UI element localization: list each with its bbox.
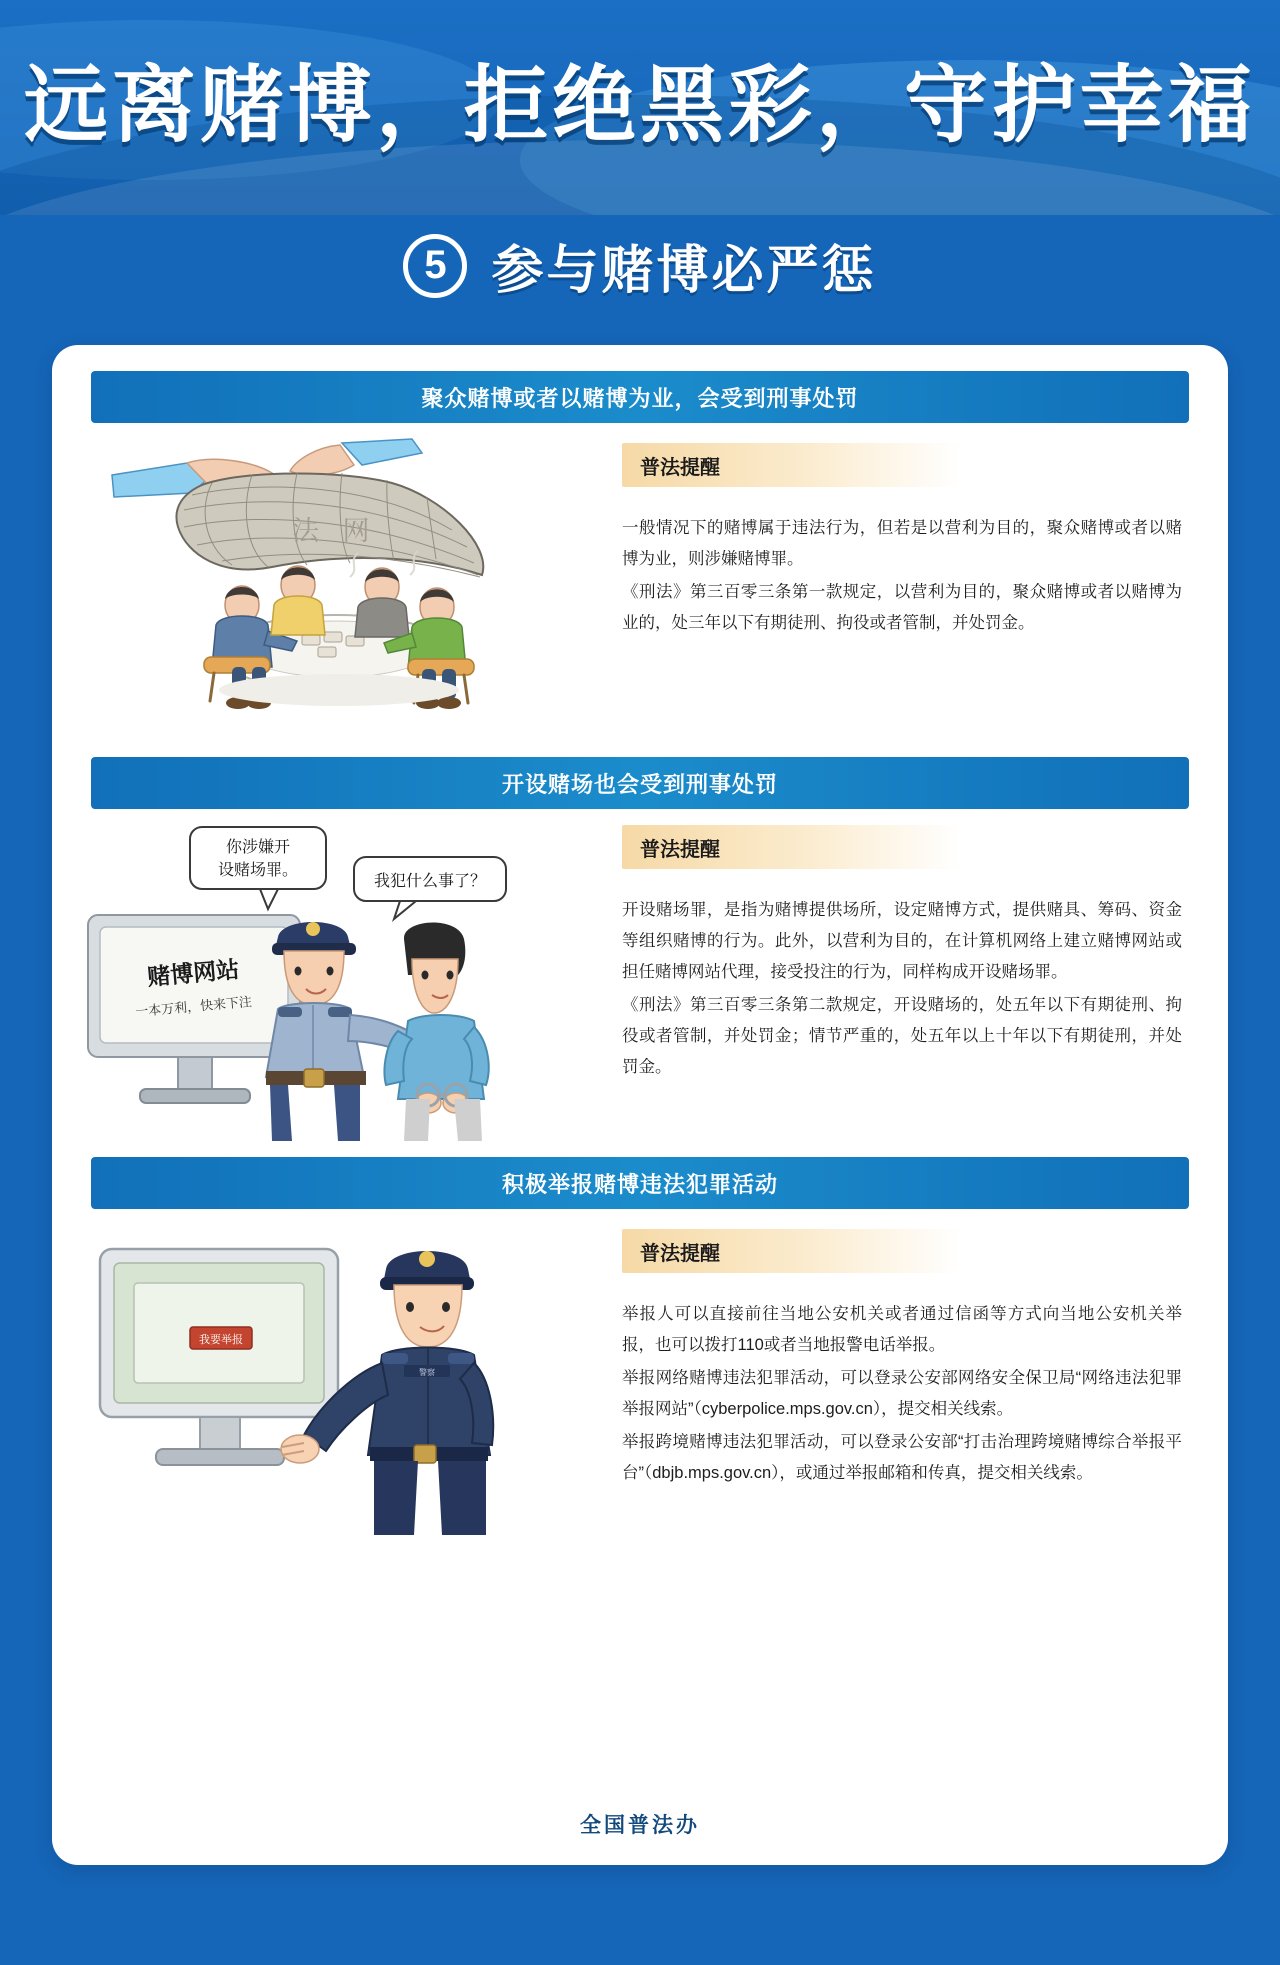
block-1-tip-label: 普法提醒: [640, 456, 720, 479]
section-heading: [0, 228, 1280, 303]
svg-text:赌博网站: 赌博网站: [146, 956, 241, 990]
block-2: [52, 757, 1228, 1076]
speech-bubble-police: [190, 827, 326, 909]
speech-bubble-suspect: [354, 857, 506, 919]
suspect-figure: [385, 922, 489, 1141]
police-arrest-illustration: [82, 819, 602, 1149]
block-1-text-column: [622, 443, 1182, 639]
svg-text:警察: 警察: [419, 1368, 435, 1377]
block-3-tip-header: [622, 1229, 962, 1273]
card-footer-text: 全国普法办: [580, 1814, 700, 1837]
block-1: [52, 371, 1228, 632]
block-3-bar-title: 积极举报赌博违法犯罪活动: [91, 1157, 1189, 1209]
police-arrest-svg: [82, 819, 602, 1149]
svg-text:我犯什么事了？: 我犯什么事了？: [373, 873, 487, 890]
net-over-gamblers-svg: [92, 435, 592, 735]
block-3-body: [622, 1299, 1182, 1489]
net-over-gamblers-illustration: [92, 435, 592, 735]
report-button-label: 我要举报: [199, 1334, 243, 1346]
report-website-monitor: [100, 1249, 338, 1465]
block-3-text-column: [622, 1229, 1182, 1489]
block-2-tip-header: [622, 825, 962, 869]
report-police-illustration: [82, 1223, 602, 1543]
block-2-paragraph-1: 开设赌场罪，是指为赌博提供场所，设定赌博方式，提供赌具、筹码、资金等组织赌博的行为。此外，以营利为目的，在计算机网络上建立赌博网站或担任赌博网站代理，接受投注的行为，同样构成开设赌场罪。: [622, 901, 1182, 981]
svg-text:你涉嫌开: 你涉嫌开: [225, 839, 291, 856]
block-2-body: [622, 895, 1182, 1083]
block-2-bar-title: 开设赌场也会受到刑事处罚: [91, 757, 1189, 809]
block-2-tip-label: 普法提醒: [640, 838, 720, 861]
block-2-paragraph-2: 《刑法》第三百零三条第二款规定，开设赌场的，处五年以下有期徒刑、拘役或者管制，并处罚金；情节严重的，处五年以上十年以下有期徒刑，并处罚金。: [622, 996, 1182, 1076]
svg-text:设赌场罪。: 设赌场罪。: [217, 862, 299, 879]
block-3-paragraph-3: 举报跨境赌博违法犯罪活动，可以登录公安部“打击治理跨境赌博综合举报平台”（dbjb.mps.gov.cn），或通过举报邮箱和传真，提交相关线索。: [622, 1433, 1182, 1482]
block-3: [52, 1157, 1228, 1482]
net-label: 法 网: [292, 516, 378, 546]
block-3-tip-label: 普法提醒: [640, 1242, 720, 1265]
block-3-paragraph-1: 举报人可以直接前往当地公安机关或者通过信函等方式向当地公安机关举报，也可以拨打110或者当地报警电话举报。: [622, 1305, 1182, 1354]
block-1-body: [622, 513, 1182, 639]
report-police-svg: [82, 1223, 602, 1543]
block-1-bar-title: 聚众赌博或者以赌博为业，会受到刑事处罚: [91, 371, 1189, 423]
block-1-paragraph-2: 《刑法》第三百零三条第一款规定，以营利为目的，聚众赌博或者以赌博为业的，处三年以下有期徒刑、拘役或者管制，并处罚金。: [622, 583, 1182, 632]
svg-text:一本万利，快来下注: 一本万利，快来下注: [134, 993, 253, 1020]
block-2-text-column: [622, 825, 1182, 1083]
block-1-paragraph-1: 一般情况下的赌博属于违法行为，但若是以营利为目的，聚众赌博或者以赌博为业，则涉嫌赌博罪。: [622, 519, 1182, 568]
poster-main-title: 远离赌博，拒绝黑彩，守护幸福: [23, 58, 1256, 152]
section-number-badge: 5: [403, 234, 467, 298]
block-3-paragraph-2: 举报网络赌博违法犯罪活动，可以登录公安部网络安全保卫局“网络违法犯罪举报网站”（cyberpolice.mps.gov.cn），提交相关线索。: [622, 1369, 1182, 1418]
section-title: 参与赌博必严惩: [491, 242, 877, 300]
block-1-tip-header: [622, 443, 962, 487]
content-card: [52, 345, 1228, 1865]
